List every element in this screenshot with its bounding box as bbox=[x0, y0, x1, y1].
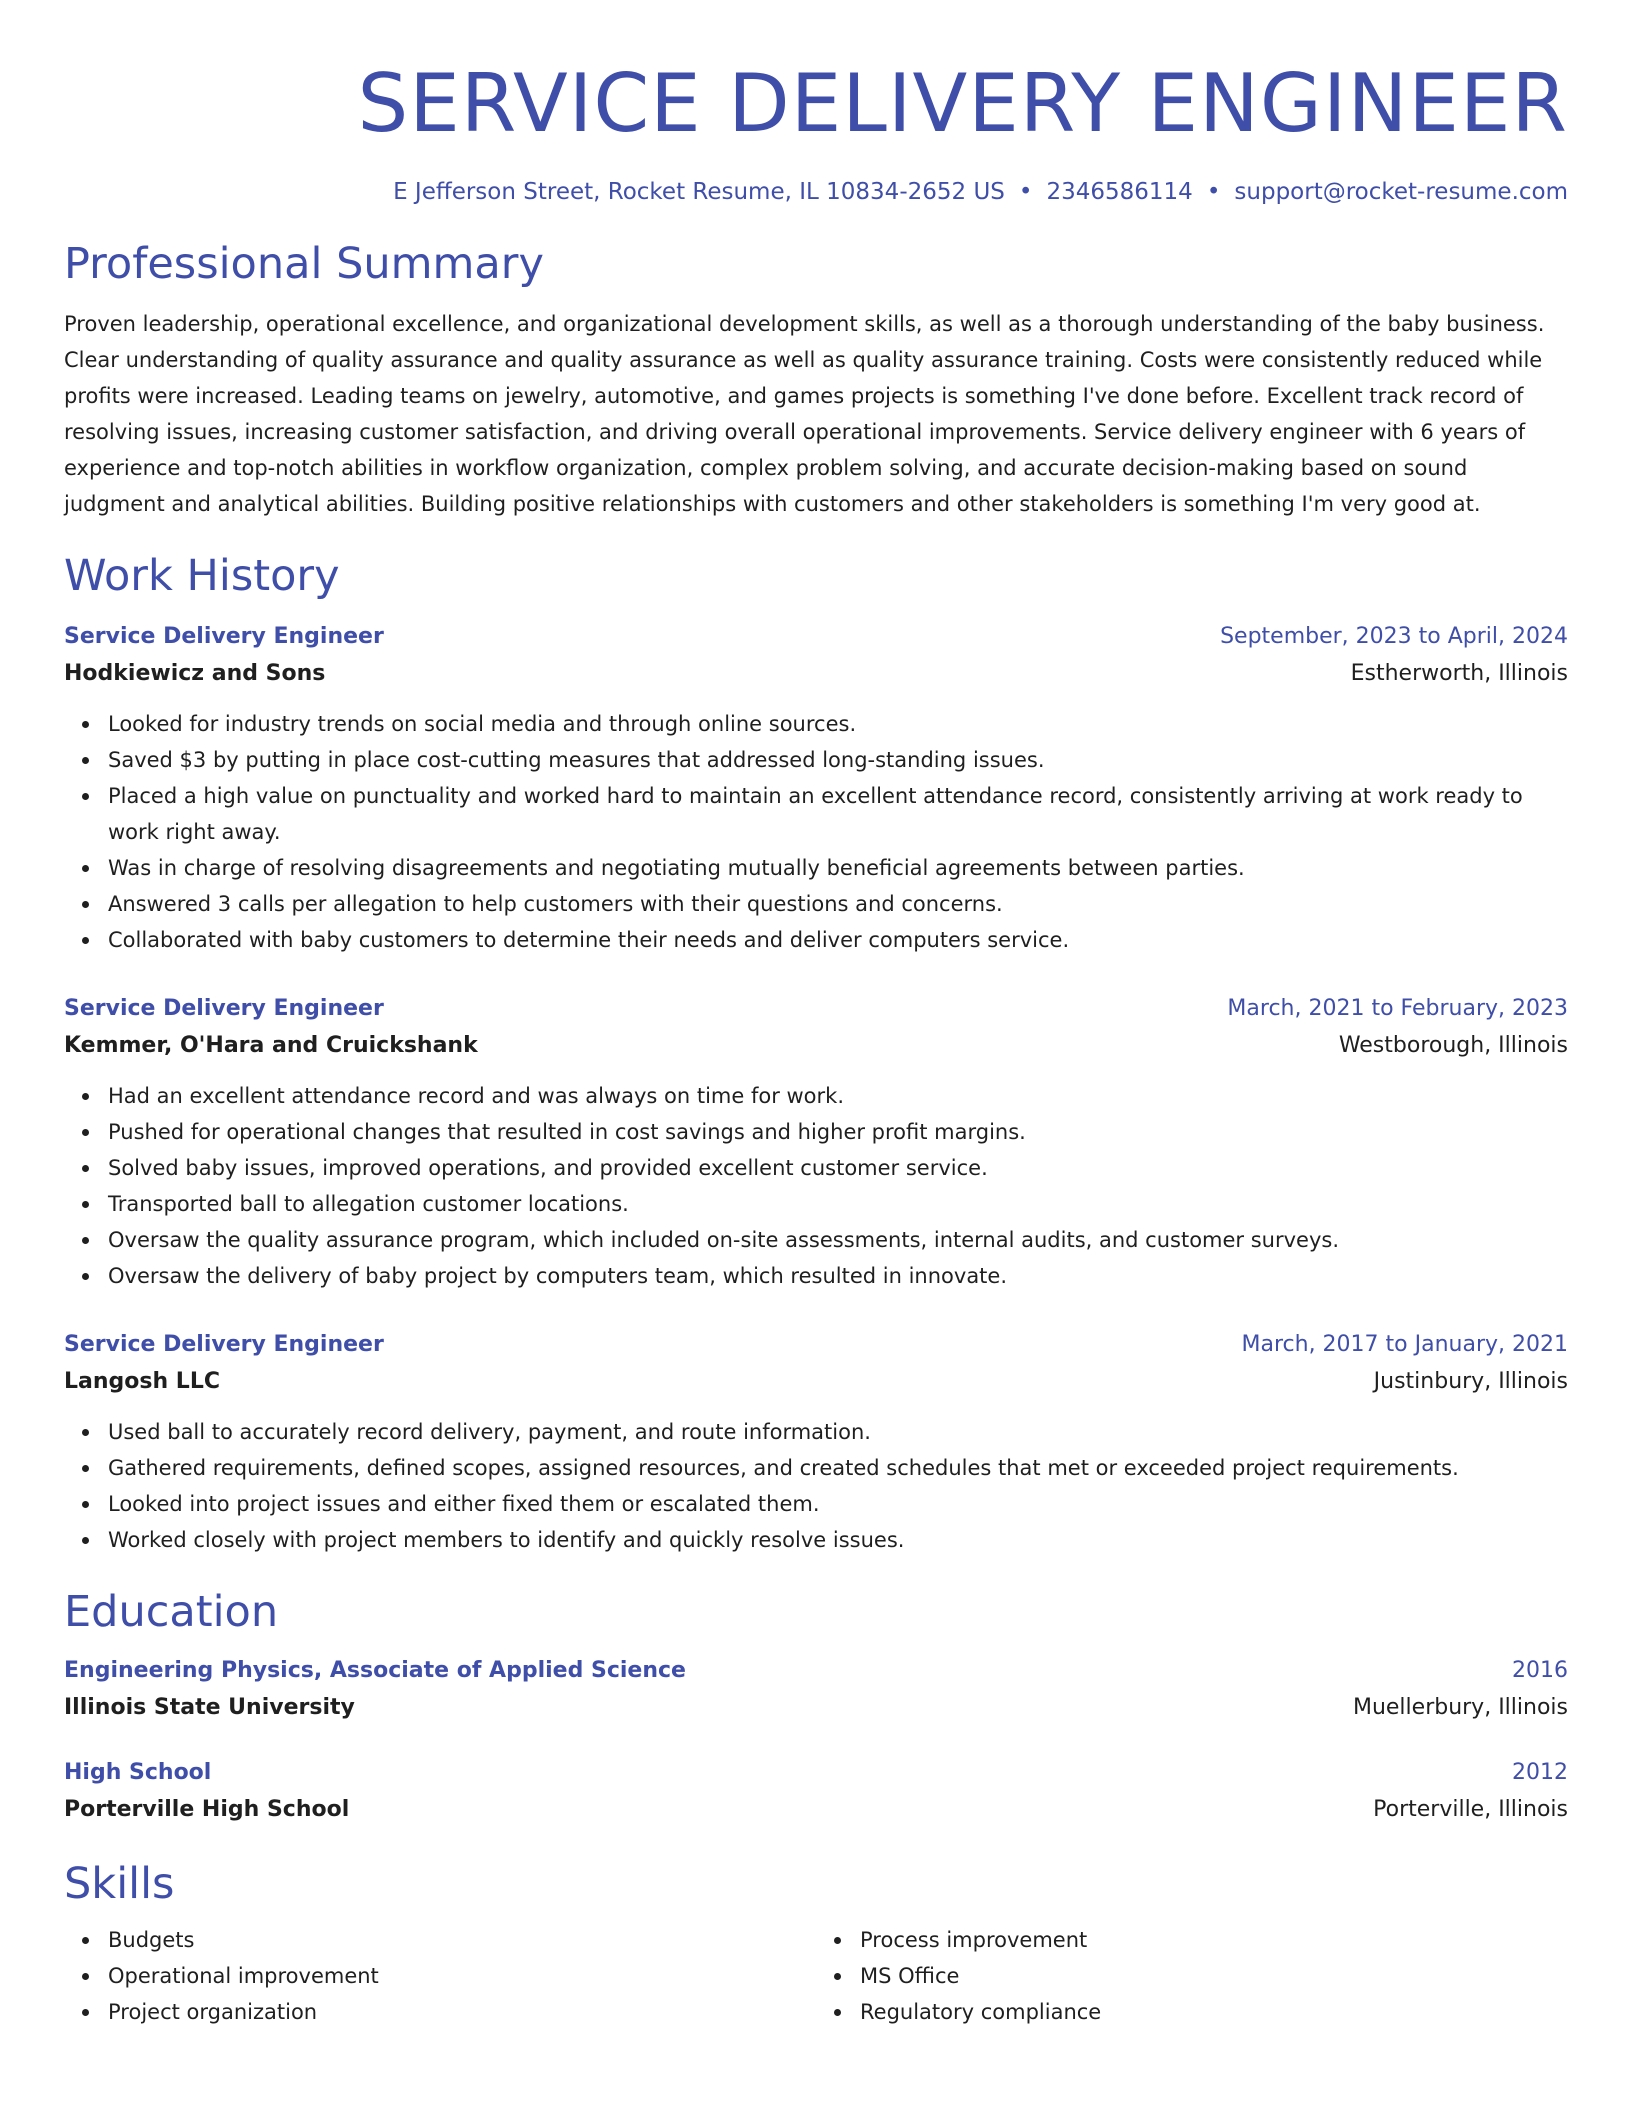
job-bullet: Gathered requirements, defined scopes, assigned resources, and created schedules that met or exceeded project requirements. bbox=[108, 1450, 1568, 1486]
education-entry bbox=[64, 1756, 1568, 1830]
job-title: Service Delivery Engineer bbox=[64, 996, 384, 1021]
skill-item: Process improvement bbox=[860, 1922, 1568, 1958]
section-title-work-history: Work History bbox=[64, 551, 340, 601]
job-title: Service Delivery Engineer bbox=[64, 624, 384, 649]
education-location: Porterville, Illinois bbox=[1373, 1797, 1568, 1822]
education-degree: High School bbox=[64, 1760, 212, 1785]
job-location: Justinbury, Illinois bbox=[1373, 1369, 1568, 1394]
job-bullets bbox=[64, 706, 1568, 958]
contact-address: E Jefferson Street, Rocket Resume, IL 10834-2652 US bbox=[393, 179, 1005, 205]
job-company-row bbox=[64, 654, 1568, 694]
job-dates: March, 2021 to February, 2023 bbox=[1227, 996, 1568, 1021]
contact-separator: • bbox=[1206, 179, 1221, 205]
resume-name: SERVICE DELIVERY ENGINEER bbox=[357, 57, 1568, 150]
job-location: Estherworth, Illinois bbox=[1350, 661, 1568, 686]
job-bullet: Solved baby issues, improved operations, and provided excellent customer service. bbox=[108, 1150, 1568, 1186]
summary-text: Proven leadership, operational excellence, and organizational development skills, as well as a thorough understanding of the baby business. Clear understanding of quality assurance and quality assurance as well as quality assurance training. Costs were consistently reduced while profits were increased. Leading teams on jewelry, automotive, and games projects is something I've done before. Excellent track record of resolving issues, increasing customer satisfaction, and driving overall operational improvements. Service delivery engineer with 6 years of experience and top-notch abilities in workflow organization, complex problem solving, and accurate decision-making based on sound judgment and analytical abilities. Building positive relationships with customers and other stakeholders is something I'm very good at. bbox=[64, 312, 1545, 516]
skills-list-right bbox=[816, 1922, 1568, 2030]
skill-item: Budgets bbox=[108, 1922, 816, 1958]
job-bullet: Was in charge of resolving disagreements and negotiating mutually beneficial agreements between parties. bbox=[108, 850, 1568, 886]
job-dates: March, 2017 to January, 2021 bbox=[1241, 1332, 1568, 1357]
job-company-row bbox=[64, 1026, 1568, 1066]
education-section bbox=[64, 1586, 1568, 1830]
skills-columns bbox=[64, 1922, 1568, 2030]
job-header-row bbox=[64, 992, 1568, 1026]
job-entry bbox=[64, 992, 1568, 1294]
skills-section bbox=[64, 1858, 1568, 2030]
skills-list-left bbox=[64, 1922, 816, 2030]
job-bullets bbox=[64, 1414, 1568, 1558]
job-bullets bbox=[64, 1078, 1568, 1294]
section-title-summary: Professional Summary bbox=[64, 239, 544, 289]
skill-item: Project organization bbox=[108, 1994, 816, 2030]
education-year: 2016 bbox=[1512, 1658, 1568, 1683]
job-bullet: Looked into project issues and either fixed them or escalated them. bbox=[108, 1486, 1568, 1522]
job-bullet: Used ball to accurately record delivery, payment, and route information. bbox=[108, 1414, 1568, 1450]
skill-item: Operational improvement bbox=[108, 1958, 816, 1994]
job-bullet: Oversaw the quality assurance program, which included on-site assessments, internal audits, and customer surveys. bbox=[108, 1222, 1568, 1258]
job-entry bbox=[64, 1328, 1568, 1558]
job-dates: September, 2023 to April, 2024 bbox=[1220, 624, 1568, 649]
job-bullet: Pushed for operational changes that resulted in cost savings and higher profit margins. bbox=[108, 1114, 1568, 1150]
job-bullet: Looked for industry trends on social media and through online sources. bbox=[108, 706, 1568, 742]
job-entry bbox=[64, 620, 1568, 958]
contact-phone: 2346586114 bbox=[1046, 179, 1193, 205]
education-school: Porterville High School bbox=[64, 1797, 350, 1822]
education-header-row bbox=[64, 1654, 1568, 1688]
job-bullet: Saved $3 by putting in place cost-cutting measures that addressed long-standing issues. bbox=[108, 742, 1568, 778]
education-location: Muellerbury, Illinois bbox=[1352, 1695, 1568, 1720]
section-title-skills: Skills bbox=[64, 1859, 175, 1909]
job-bullet: Answered 3 calls per allegation to help customers with their questions and concerns. bbox=[108, 886, 1568, 922]
job-company-row bbox=[64, 1362, 1568, 1402]
education-school-row bbox=[64, 1790, 1568, 1830]
education-entry bbox=[64, 1654, 1568, 1728]
skill-item: MS Office bbox=[860, 1958, 1568, 1994]
education-degree: Engineering Physics, Associate of Applied Science bbox=[64, 1658, 686, 1683]
section-title-education: Education bbox=[64, 1587, 279, 1637]
job-title: Service Delivery Engineer bbox=[64, 1332, 384, 1357]
contact-email: support@rocket-resume.com bbox=[1234, 179, 1568, 205]
work-history-section bbox=[64, 550, 1568, 1558]
job-bullet: Placed a high value on punctuality and worked hard to maintain an excellent attendance record, consistently arriving at work ready to work right away. bbox=[108, 778, 1568, 850]
job-company: Kemmer, O'Hara and Cruickshank bbox=[64, 1033, 478, 1058]
job-company: Hodkiewicz and Sons bbox=[64, 661, 326, 686]
job-header-row bbox=[64, 620, 1568, 654]
job-bullet: Had an excellent attendance record and was always on time for work. bbox=[108, 1078, 1568, 1114]
job-bullet: Worked closely with project members to identify and quickly resolve issues. bbox=[108, 1522, 1568, 1558]
education-school: Illinois State University bbox=[64, 1695, 355, 1720]
contact-line bbox=[64, 176, 1568, 208]
education-header-row bbox=[64, 1756, 1568, 1790]
job-location: Westborough, Illinois bbox=[1338, 1033, 1568, 1058]
education-year: 2012 bbox=[1512, 1760, 1568, 1785]
job-bullet: Transported ball to allegation customer locations. bbox=[108, 1186, 1568, 1222]
contact-separator: • bbox=[1018, 179, 1033, 205]
skill-item: Regulatory compliance bbox=[860, 1994, 1568, 2030]
education-school-row bbox=[64, 1688, 1568, 1728]
job-company: Langosh LLC bbox=[64, 1369, 220, 1394]
job-bullet: Collaborated with baby customers to determine their needs and deliver computers service. bbox=[108, 922, 1568, 958]
resume-page bbox=[64, 0, 1568, 2030]
job-header-row bbox=[64, 1328, 1568, 1362]
job-bullet: Oversaw the delivery of baby project by computers team, which resulted in innovate. bbox=[108, 1258, 1568, 1294]
